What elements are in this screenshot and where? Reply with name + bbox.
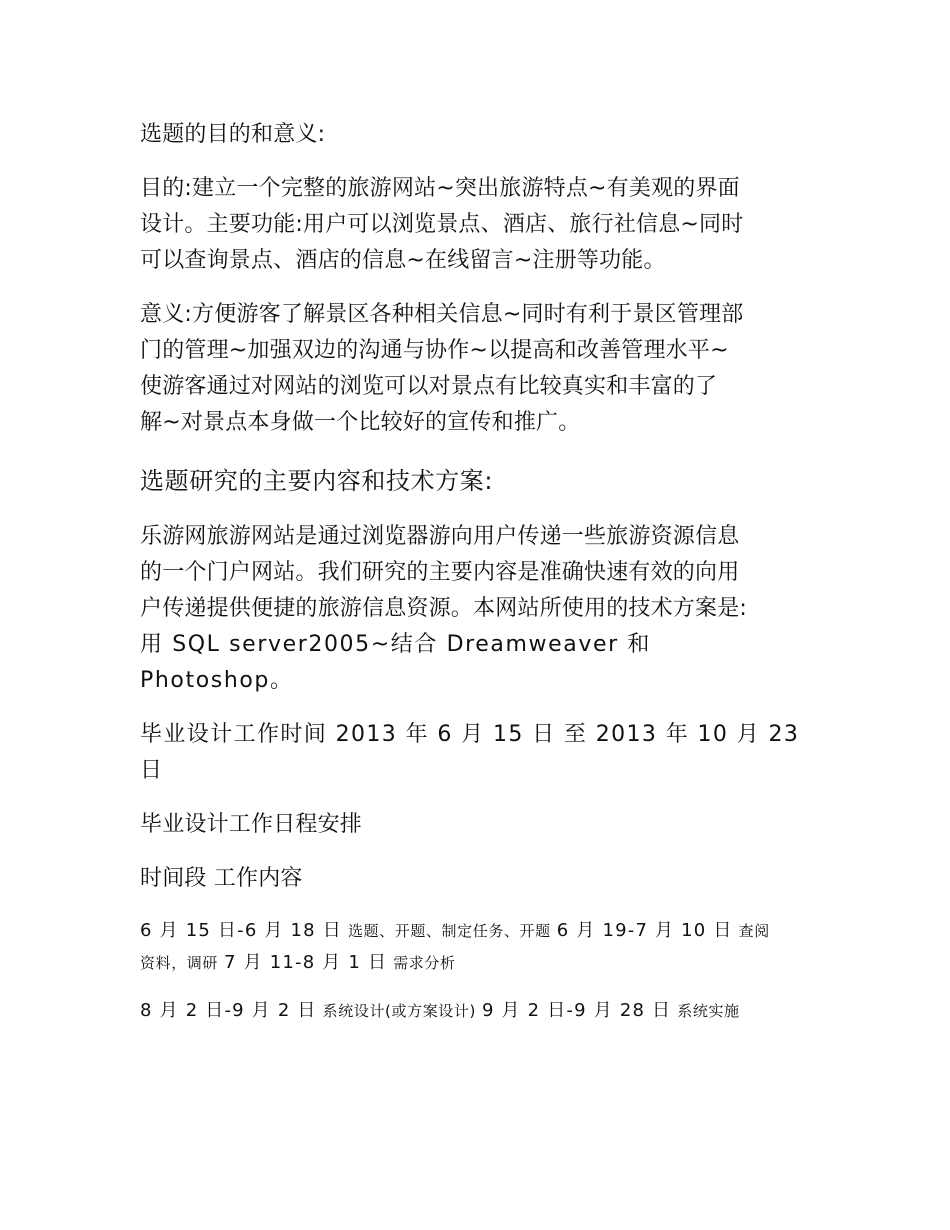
schedule-date: 8 月 2 日-9 月 2 日	[140, 1000, 317, 1021]
work-period-line: 日	[140, 758, 163, 783]
schedule-columns-header: 时间段 工作内容	[140, 866, 303, 891]
schedule-date: 6 月 15 日-6 月 18 日	[140, 920, 342, 941]
work-period-paragraph	[140, 717, 815, 789]
content-line: 户传递提供便捷的旅游信息资源。本网站所使用的技术方案是:	[140, 596, 748, 621]
schedule-row	[140, 915, 815, 979]
purpose-line: 设计。主要功能:用户可以浏览景点、酒店、旅行社信息~同时	[140, 212, 744, 237]
purpose-paragraph	[140, 171, 815, 279]
significance-line: 门的管理~加强双边的沟通与协作~以提高和改善管理水平~	[140, 338, 729, 363]
schedule-task: 查阅	[738, 922, 770, 940]
schedule-row	[140, 995, 815, 1027]
schedule-date: 7 月 11-8 月 1 日	[224, 952, 388, 973]
significance-line: 解~对景点本身做一个比较好的宣传和推广。	[140, 410, 581, 435]
purpose-line: 目的:建立一个完整的旅游网站~突出旅游特点~有美观的界面	[140, 176, 740, 201]
schedule-title: 毕业设计工作日程安排	[140, 812, 363, 837]
content-line: 用 SQL server2005~结合 Dreamweaver 和	[140, 632, 651, 657]
work-period-line: 毕业设计工作时间 2013 年 6 月 15 日 至 2013 年 10 月 23	[140, 722, 800, 747]
schedule-date: 6 月 19-7 月 10 日	[556, 920, 733, 941]
significance-paragraph	[140, 297, 815, 441]
schedule-task: 选题、开题、制定任务、开题	[347, 922, 551, 940]
section-heading-purpose: 选题的目的和意义:	[140, 122, 326, 147]
schedule-task: 系统设计(或方案设计)	[322, 1002, 476, 1020]
research-content-paragraph	[140, 519, 815, 699]
content-line: 的一个门户网站。我们研究的主要内容是准确快速有效的向用	[140, 560, 740, 585]
schedule-task: 资料，调研	[140, 954, 219, 972]
content-line: 乐游网旅游网站是通过浏览器游向用户传递一些旅游资源信息	[140, 524, 740, 549]
schedule-task: 系统实施	[677, 1002, 740, 1020]
purpose-line: 可以查询景点、酒店的信息~在线留言~注册等功能。	[140, 248, 666, 273]
significance-line: 使游客通过对网站的浏览可以对景点有比较真实和丰富的了	[140, 374, 718, 399]
content-line: Photoshop。	[140, 668, 294, 693]
significance-line: 意义:方便游客了解景区各种相关信息~同时有利于景区管理部	[140, 302, 744, 327]
schedule-task: 需求分析	[393, 954, 456, 972]
schedule-date: 9 月 2 日-9 月 28 日	[481, 1000, 672, 1021]
section-heading-research: 选题研究的主要内容和技术方案:	[140, 467, 494, 495]
